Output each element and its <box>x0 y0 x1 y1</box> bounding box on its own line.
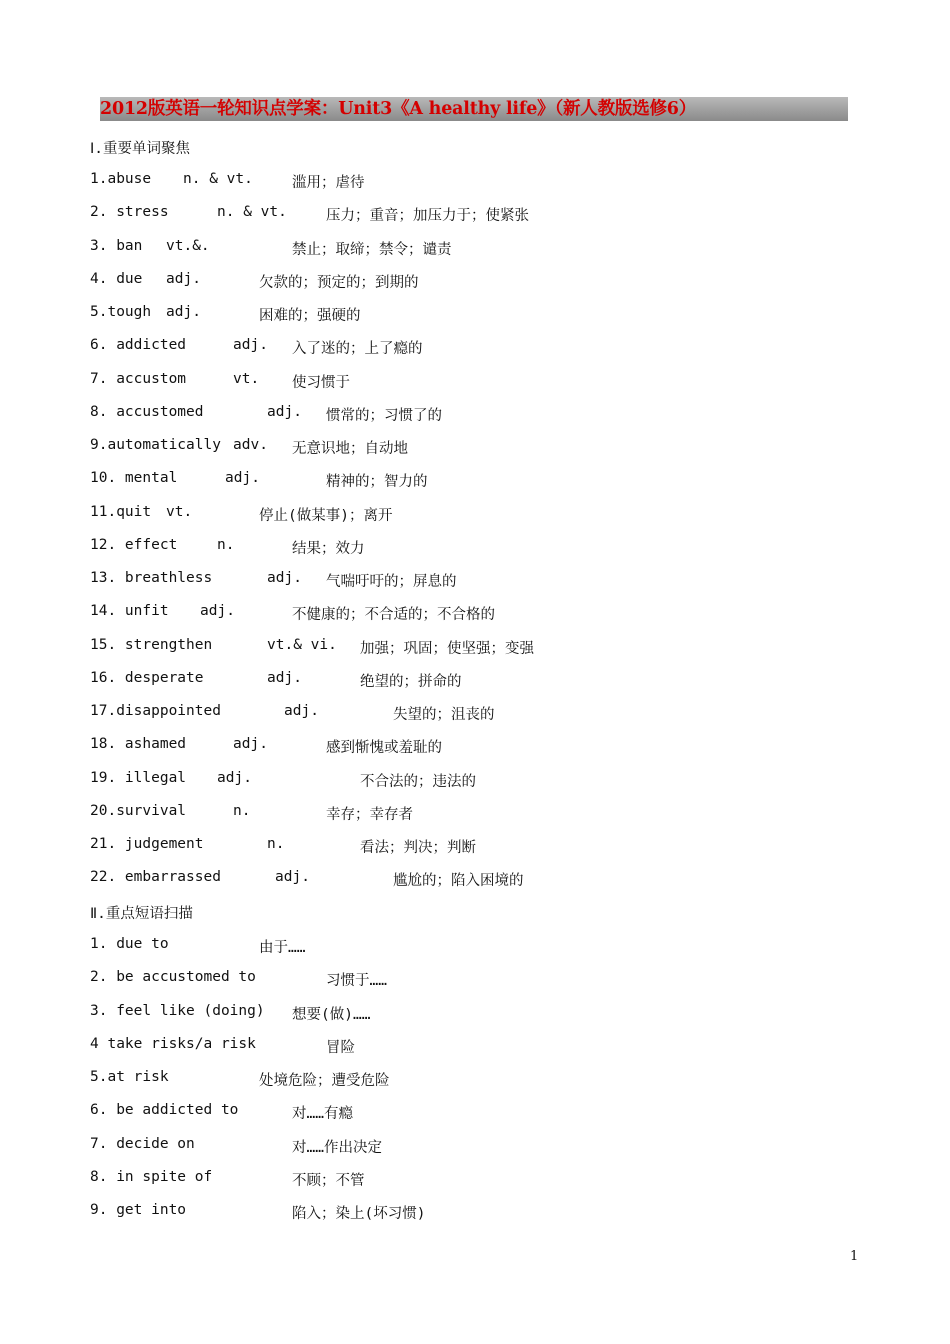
phrase-meaning: 想要(做)…… <box>292 1006 371 1023</box>
page-number: 1 <box>850 1249 859 1264</box>
word-term: 7. accustom <box>90 370 187 387</box>
word-part-of-speech: vt.& vi. <box>267 636 337 653</box>
word-term: 11.quit <box>90 503 152 520</box>
phrase-meaning: 由于…… <box>259 940 306 956</box>
word-term: 9.automatically <box>90 437 221 453</box>
phrase-term: 6. be addicted to <box>90 1102 239 1119</box>
word-part-of-speech: adj. <box>166 304 201 320</box>
word-part-of-speech: vt. <box>166 503 193 520</box>
phrase-term: 9. get into <box>90 1202 187 1218</box>
phrase-meaning: 冒险 <box>326 1039 355 1056</box>
word-part-of-speech: n. & vt. <box>183 171 253 187</box>
word-meaning: 不健康的；不合适的；不合格的 <box>292 607 495 624</box>
word-meaning: 失望的；沮丧的 <box>393 707 495 723</box>
page-title: 2012版英语一轮知识点学案：Unit3《A healthy life》（新人教版选修6） <box>100 99 697 119</box>
word-part-of-speech: adj. <box>284 703 319 719</box>
title-highlight <box>100 97 848 121</box>
word-meaning: 使习惯于 <box>292 374 350 391</box>
word-term: 1.abuse <box>90 171 152 187</box>
word-part-of-speech: vt. <box>233 370 260 387</box>
word-term: 16. desperate <box>90 669 204 686</box>
word-meaning: 看法；判决；判断 <box>360 840 476 856</box>
word-part-of-speech: adj. <box>267 570 302 586</box>
phrase-meaning: 对……有瘾 <box>292 1106 353 1123</box>
word-meaning: 加强；巩固；使坚强；变强 <box>360 640 534 657</box>
word-meaning: 结果；效力 <box>292 540 365 557</box>
word-meaning: 尴尬的；陷入困境的 <box>393 873 524 890</box>
word-term: 2. stress <box>90 204 169 221</box>
word-part-of-speech: adj. <box>217 769 252 786</box>
word-term: 22. embarrassed <box>90 869 221 886</box>
section-heading-phrases: Ⅱ.重点短语扫描 <box>90 906 193 922</box>
word-part-of-speech: adj. <box>275 869 310 886</box>
word-meaning: 入了迷的；上了瘾的 <box>292 341 423 358</box>
word-term: 15. strengthen <box>90 636 213 653</box>
word-part-of-speech: n. <box>233 802 251 819</box>
word-part-of-speech: adj. <box>267 403 302 420</box>
word-meaning: 无意识地；自动地 <box>292 441 408 457</box>
word-meaning: 气喘吁吁的；屏息的 <box>326 574 457 590</box>
word-meaning: 停止(做某事)；离开 <box>259 507 393 524</box>
word-part-of-speech: adj. <box>267 669 302 686</box>
word-term: 6. addicted <box>90 337 187 354</box>
phrase-meaning: 处境危险；遭受危险 <box>259 1073 390 1089</box>
word-term: 5.tough <box>90 304 152 320</box>
phrase-meaning: 对……作出决定 <box>292 1139 382 1156</box>
word-part-of-speech: n. & vt. <box>217 204 287 221</box>
phrase-term: 8. in spite of <box>90 1168 213 1185</box>
phrase-term: 7. decide on <box>90 1135 195 1152</box>
word-part-of-speech: adj. <box>225 470 260 487</box>
word-meaning: 滥用；虐待 <box>292 175 365 191</box>
phrase-meaning: 习惯于…… <box>326 973 387 990</box>
word-meaning: 感到惭愧或羞耻的 <box>326 740 442 757</box>
word-term: 20.survival <box>90 802 187 819</box>
word-part-of-speech: adv. <box>233 437 268 453</box>
word-meaning: 精神的；智力的 <box>326 474 428 491</box>
phrase-term: 1. due to <box>90 936 169 952</box>
phrase-meaning: 不顾；不管 <box>292 1172 365 1189</box>
word-term: 4. due <box>90 270 143 287</box>
word-meaning: 幸存；幸存者 <box>326 806 413 823</box>
word-meaning: 禁止；取缔；禁令；谴责 <box>292 241 452 258</box>
phrase-term: 5.at risk <box>90 1069 169 1085</box>
word-part-of-speech: vt.&. <box>166 237 210 254</box>
word-part-of-speech: adj. <box>166 270 201 287</box>
section-heading-words: Ⅰ.重要单词聚焦 <box>90 141 191 157</box>
word-term: 8. accustomed <box>90 403 204 420</box>
word-meaning: 绝望的；拼命的 <box>360 673 462 690</box>
word-part-of-speech: adj. <box>233 337 268 354</box>
word-part-of-speech: n. <box>267 836 285 852</box>
word-part-of-speech: n. <box>217 536 235 553</box>
word-meaning: 惯常的；习惯了的 <box>326 407 442 424</box>
phrase-term: 3. feel like (doing) <box>90 1002 265 1019</box>
phrase-term: 4 take risks/a risk <box>90 1035 256 1052</box>
word-term: 12. effect <box>90 536 178 553</box>
word-term: 18. ashamed <box>90 736 187 753</box>
word-term: 21. judgement <box>90 836 204 852</box>
word-meaning: 不合法的；违法的 <box>360 773 476 790</box>
word-term: 3. ban <box>90 237 143 254</box>
word-meaning: 困难的；强硬的 <box>259 308 361 324</box>
word-term: 19. illegal <box>90 769 187 786</box>
phrase-meaning: 陷入；染上(坏习惯) <box>292 1206 426 1222</box>
word-meaning: 欠款的；预定的；到期的 <box>259 274 419 291</box>
word-term: 14. unfit <box>90 603 169 620</box>
phrase-term: 2. be accustomed to <box>90 969 256 986</box>
word-meaning: 压力；重音；加压力于；使紧张 <box>326 208 529 225</box>
word-part-of-speech: adj. <box>200 603 235 620</box>
word-term: 17.disappointed <box>90 703 221 719</box>
word-term: 13. breathless <box>90 570 213 586</box>
word-part-of-speech: adj. <box>233 736 268 753</box>
word-term: 10. mental <box>90 470 178 487</box>
